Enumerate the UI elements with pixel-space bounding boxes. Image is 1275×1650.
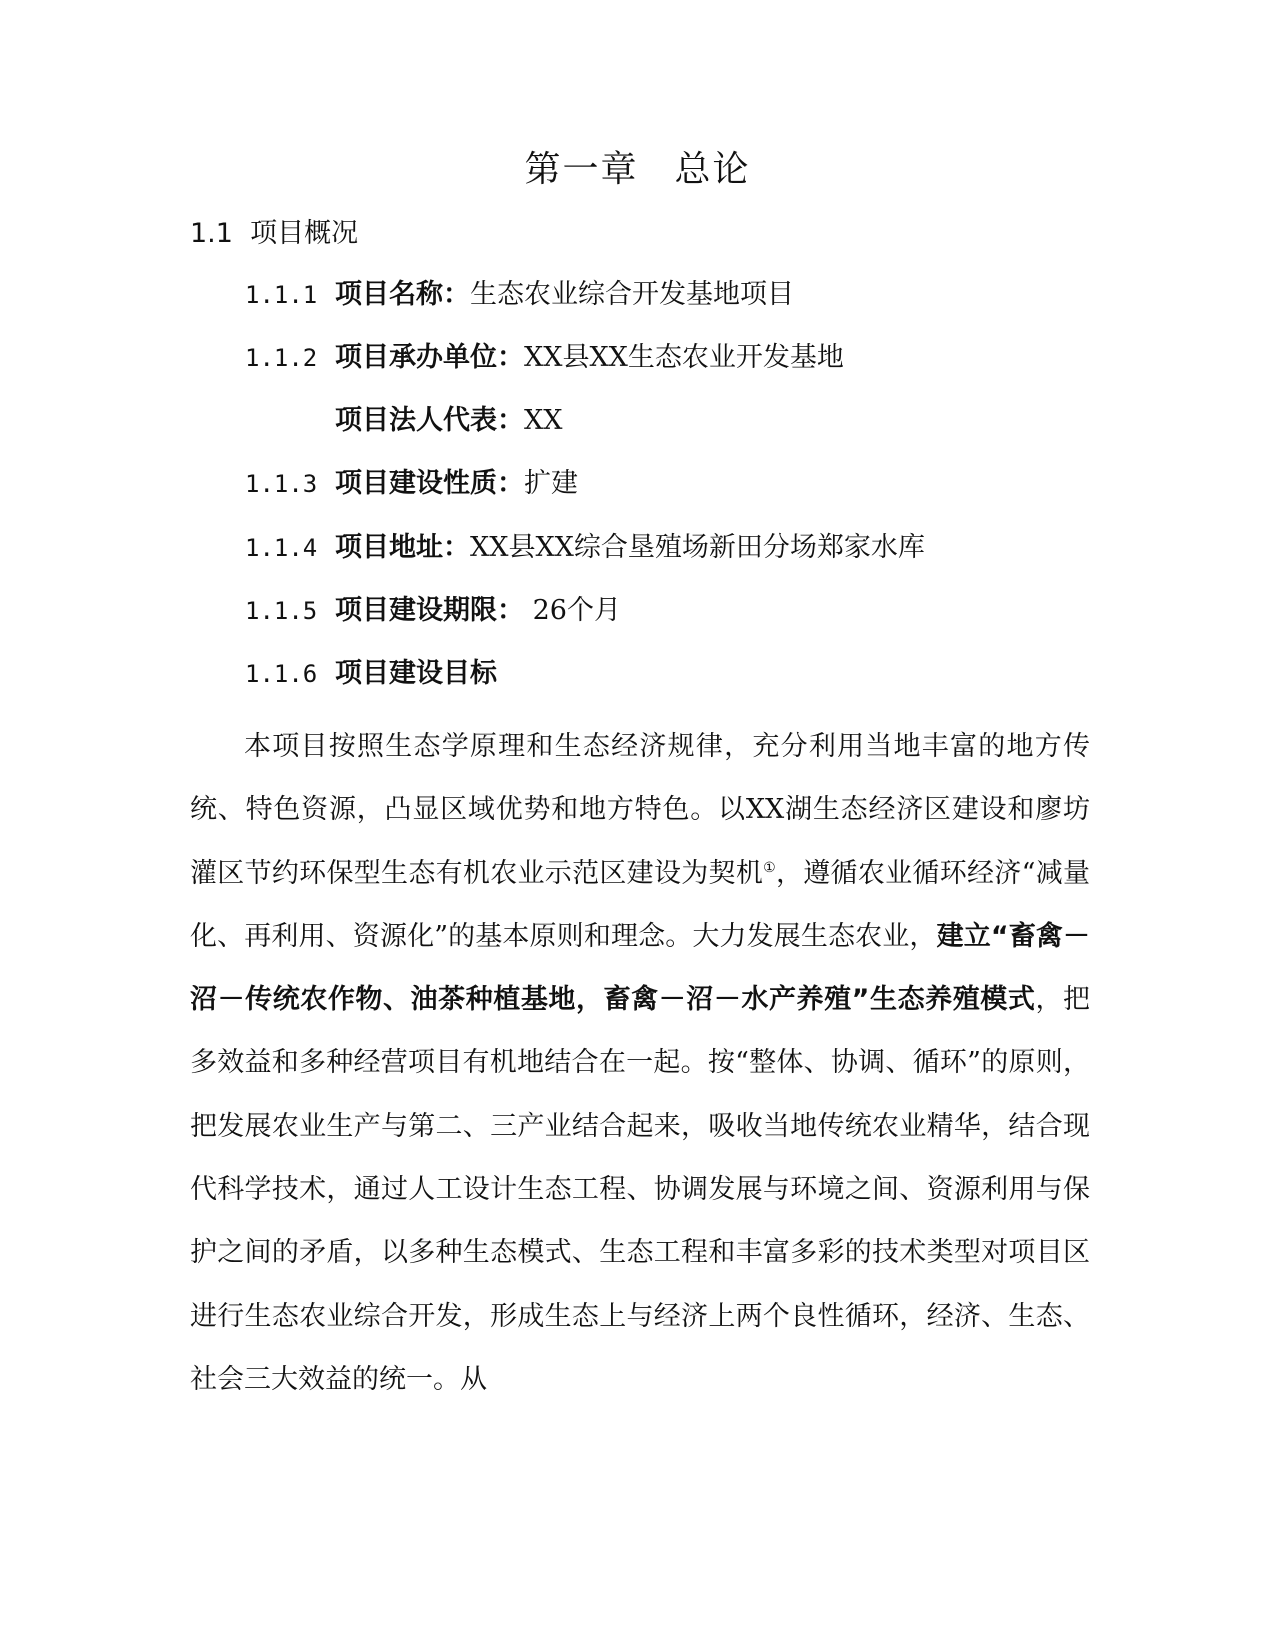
section-title: 项目概况 <box>250 218 359 249</box>
item-label: 项目法人代表： <box>335 405 524 436</box>
item-label: 项目名称： <box>335 279 470 310</box>
item-value: 26个月 <box>524 595 621 626</box>
item-number: 1.1.1 <box>245 281 318 309</box>
item-label: 项目建设性质： <box>335 468 524 499</box>
item-legal-representative <box>335 400 562 441</box>
section-heading <box>190 214 358 254</box>
item-number: 1.1.3 <box>245 470 318 498</box>
item-project-address <box>245 527 925 568</box>
item-value: 扩建 <box>524 468 578 499</box>
item-number: 1.1.5 <box>245 597 318 625</box>
item-value: XX <box>524 405 563 436</box>
paragraph-text: 本项目按照生态学原理和生态经济规律，充分利用当地丰富的地方传统、特色资源，凸显区域优势和地方特色。以XX湖生态经济区建设和廖坊灌区节约环保型生态有机农业示范区建设为契机 <box>190 731 1090 889</box>
item-number: 1.1.4 <box>245 534 318 562</box>
item-construction-goal <box>245 653 497 694</box>
chapter-title <box>0 146 1275 194</box>
item-construction-nature <box>245 463 578 504</box>
item-label: 项目地址： <box>335 532 470 563</box>
item-number: 1.1.2 <box>245 344 318 372</box>
chapter-title-number: 第一章 <box>524 149 639 190</box>
body-paragraph <box>190 715 1090 1411</box>
paragraph-text: ，把多效益和多种经营项目有机地结合在一起。按“整体、协调、循环”的原则，把发展农业生产与第二、三产业结合起来，吸收当地传统农业精华，结合现代科学技术，通过人工设计生态工程、协调发展与环境之间、资源利用与保护之间的矛盾，以多种生态模式、生态工程和丰富多彩的技术类型对项目区进行生态农业综合开发，形成生态上与经济上两个良性循环，经济、生态、社会三大效益的统一。从 <box>190 984 1091 1395</box>
paragraph-bold-text: 建立“畜禽－沼－传统农作物、油茶种植基地，畜禽－沼－水产养殖”生态养殖模式 <box>190 920 1090 1016</box>
item-value: XX县XX生态农业开发基地 <box>524 342 844 373</box>
item-label: 项目建设期限： <box>335 595 524 626</box>
item-label: 项目承办单位： <box>335 342 524 373</box>
item-construction-period <box>245 590 621 631</box>
paragraph-text: ，遵循农业循环经济“减量化、再利用、资源化”的基本原则和理念。大力发展生态农业， <box>190 857 1090 952</box>
item-undertaking-unit <box>245 337 844 378</box>
item-value: 生态农业综合开发基地项目 <box>470 279 794 310</box>
item-project-name <box>245 274 794 315</box>
item-number: 1.1.6 <box>245 660 318 688</box>
chapter-title-text: 总论 <box>674 149 751 190</box>
footnote-marker[interactable]: ① <box>763 859 776 876</box>
item-label: 项目建设目标 <box>335 658 497 689</box>
item-value: XX县XX综合垦殖场新田分场郑家水库 <box>470 532 925 563</box>
section-number: 1.1 <box>190 218 233 249</box>
